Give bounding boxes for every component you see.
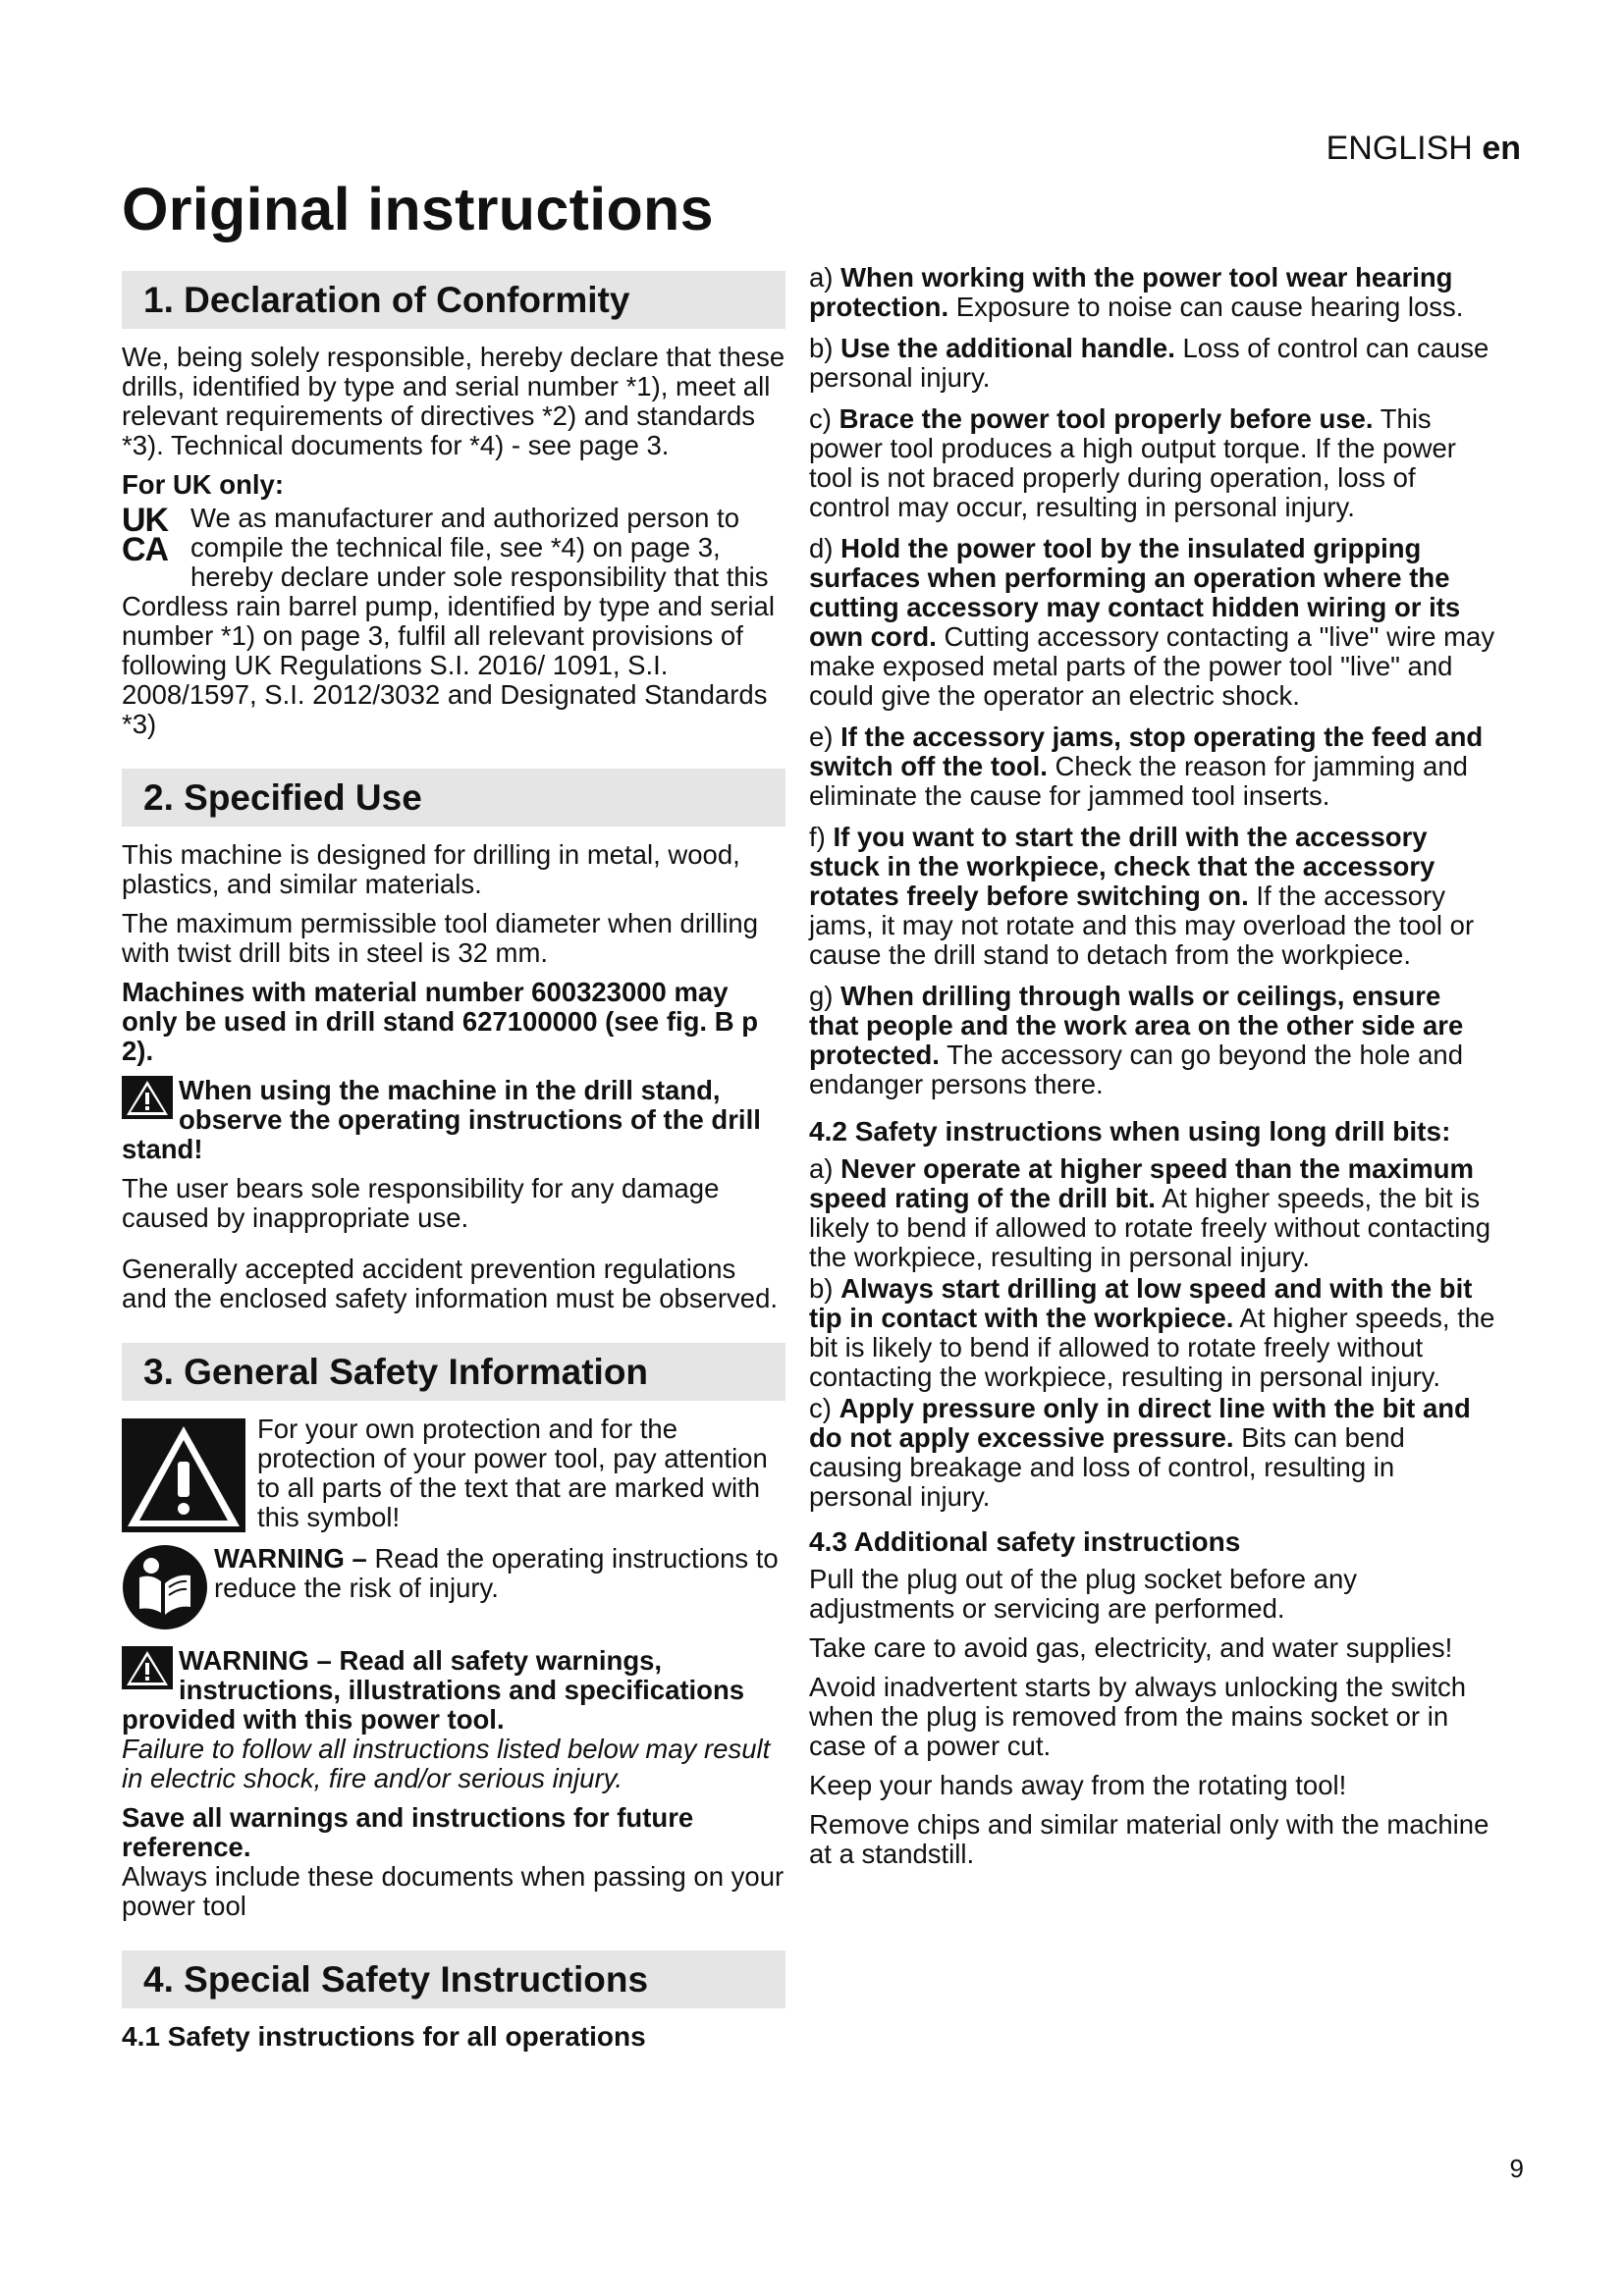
- warning-triangle-icon: [122, 1418, 245, 1532]
- specified-use-drill-stand: Machines with material number 600323000 may only be used in drill stand 627100000 (see fig. B p 2).: [122, 977, 758, 1066]
- right-column: [809, 263, 1496, 1879]
- additional-safety-item: Take care to avoid gas, electricity, and water supplies!: [809, 1632, 1453, 1663]
- section-heading-special-safety: 4. Special Safety Instructions: [122, 1950, 785, 2008]
- item-text: This power tool produces a high output torque. If the power tool is not braced properly during operation, loss of control may occur, resulting in personal injury.: [809, 403, 1456, 522]
- read-manual-warning: [122, 1544, 785, 1630]
- item-letter: f): [809, 822, 826, 852]
- page-number: 9: [1509, 2154, 1524, 2183]
- item-letter: b): [809, 333, 834, 363]
- ukca-mark-icon: [122, 502, 185, 568]
- item-bold-text: Always start drilling at low speed and with the bit tip in contact with the workpiece.: [809, 1273, 1473, 1333]
- item-text: Loss of control can cause personal injury.: [809, 333, 1489, 393]
- safety-item: [809, 263, 1496, 322]
- item-bold-text: Use the additional handle.: [840, 333, 1175, 363]
- subheading-4-1: 4.1 Safety instructions for all operations: [122, 2021, 646, 2052]
- specified-use-text-2: The maximum permissible tool diameter when drilling with twist drill bits in steel is 32 mm.: [122, 908, 759, 968]
- symbol-notice-text: For your own protection and for the protection of your power tool, pay attention to all parts of the text that are marked with this symbol!: [257, 1414, 768, 1532]
- additional-safety-item: Avoid inadvertent starts by always unlocking the switch when the plug is removed from the mains socket or in case of a power cut.: [809, 1672, 1466, 1761]
- additional-safety-item: Pull the plug out of the plug socket before any adjustments or servicing are performed.: [809, 1564, 1358, 1624]
- item-bold-text: When working with the power tool wear hearing protection.: [809, 262, 1453, 322]
- language-name: ENGLISH: [1326, 130, 1473, 167]
- read-manual-text: Read the operating instructions to reduce the risk of injury.: [214, 1543, 779, 1603]
- item-letter: c): [809, 1393, 832, 1423]
- language-code: en: [1482, 130, 1521, 167]
- safety-list-4-3: [809, 1565, 1496, 1869]
- specified-use-text-1: This machine is designed for drilling in metal, wood, plastics, and similar materials.: [122, 839, 740, 899]
- uk-only-heading: For UK only:: [122, 469, 284, 500]
- safety-item: [809, 1394, 1496, 1512]
- item-bold-text: Apply pressure only in direct line with the bit and do not apply excessive pressure.: [809, 1393, 1471, 1453]
- item-letter: d): [809, 533, 834, 563]
- warning-triangle-icon: [122, 1646, 173, 1689]
- read-manual-icon: [122, 1544, 208, 1630]
- safety-item: [809, 334, 1496, 393]
- save-instructions-bold: Save all warnings and instructions for future reference.: [122, 1802, 694, 1862]
- item-letter: a): [809, 1153, 834, 1184]
- subheading-4-3: 4.3 Additional safety instructions: [809, 1526, 1241, 1557]
- drill-stand-warning-text: When using the machine in the drill stand, observe the operating instructions of the drill stand!: [122, 1075, 761, 1164]
- item-bold-text: If you want to start the drill with the accessory stuck in the workpiece, check that the accessory rotates freely before switching on.: [809, 822, 1435, 911]
- safety-item: [809, 823, 1496, 970]
- item-text: At higher speeds, the bit is likely to bend if allowed to rotate freely without contacting the workpiece, resulting in personal injury.: [809, 1183, 1490, 1272]
- item-bold-text: If the accessory jams, stop operating the feed and switch off the tool.: [809, 721, 1484, 781]
- item-letter: a): [809, 262, 834, 293]
- item-text: At higher speeds, the bit is likely to bend if allowed to rotate freely without contacting the workpiece, resulting in personal injury.: [809, 1303, 1495, 1392]
- item-bold-text: Hold the power tool by the insulated gripping surfaces when performing an operation where the cutting accessory may contact hidden wiring or its own cord.: [809, 533, 1461, 652]
- additional-safety-item: Keep your hands away from the rotating tool!: [809, 1770, 1347, 1800]
- warning-triangle-icon: [122, 1076, 173, 1119]
- item-text: The accessory can go beyond the hole and endanger persons there.: [809, 1040, 1464, 1099]
- safety-item: [809, 982, 1496, 1099]
- safety-warnings-bold: WARNING – Read all safety warnings, instructions, illustrations and specifications provided with this power tool.: [122, 1645, 745, 1735]
- item-text: Bits can bend causing breakage and loss of control, resulting in personal injury.: [809, 1422, 1405, 1512]
- safety-warnings-italic: Failure to follow all instructions listed below may result in electric shock, fire and/or serious injury.: [122, 1734, 771, 1793]
- specified-use-text-5: The user bears sole responsibility for any damage caused by inappropriate use.: [122, 1173, 720, 1233]
- declaration-text: We, being solely responsible, hereby declare that these drills, identified by type and serial number *1), meet all relevant requirements of directives *2) and standards *3). Technical documents for *4) - see page 3.: [122, 342, 785, 460]
- safety-item: [809, 1274, 1496, 1392]
- item-letter: c): [809, 403, 832, 434]
- specified-use-text-6: Generally accepted accident prevention regulations and the enclosed safety information must be observed.: [122, 1254, 779, 1313]
- ukca-mark-top: UK: [122, 502, 169, 539]
- section-heading-specified-use: 2. Specified Use: [122, 769, 785, 827]
- item-text: Exposure to noise can cause hearing loss.: [955, 292, 1464, 322]
- safety-list-4-1: [809, 263, 1496, 1099]
- ukca-mark-bottom: CA: [122, 531, 169, 568]
- item-text: Check the reason for jamming and eliminate the cause for jammed tool inserts.: [809, 751, 1468, 811]
- item-bold-text: When drilling through walls or ceilings, ensure that people and the work area on the other side are protected.: [809, 981, 1464, 1070]
- section-heading-general-safety: 3. General Safety Information: [122, 1343, 785, 1401]
- subheading-4-2: 4.2 Safety instructions when using long drill bits:: [809, 1116, 1451, 1147]
- additional-safety-item: Remove chips and similar material only with the machine at a standstill.: [809, 1809, 1489, 1869]
- safety-item: [809, 1154, 1496, 1272]
- item-letter: e): [809, 721, 834, 752]
- uk-declaration-text: We as manufacturer and authorized person to compile the technical file, see *4) on page 3, hereby declare under sole responsibility that this Cordless rain barrel pump, identified by type and serial number *1) on page 3, fulfil all relevant provisions of following UK Regulations S.I. 2016/ 1091, S.I. 2008/1597, S.I. 2012/3032 and Designated Standards *3): [122, 503, 775, 739]
- item-letter: b): [809, 1273, 834, 1304]
- warning-label: WARNING –: [214, 1543, 367, 1574]
- safety-item: [809, 722, 1496, 811]
- uk-declaration: [122, 504, 785, 739]
- section-heading-declaration: 1. Declaration of Conformity: [122, 271, 785, 329]
- page-title: Original instructions: [122, 176, 714, 242]
- language-label: [1326, 130, 1521, 168]
- item-bold-text: Never operate at higher speed than the maximum speed rating of the drill bit.: [809, 1153, 1475, 1213]
- save-instructions-text: Always include these documents when passing on your power tool: [122, 1861, 785, 1921]
- drill-stand-warning: [122, 1076, 785, 1164]
- item-text: Cutting accessory contacting a "live" wire may make exposed metal parts of the power tool "live" and could give the operator an electric shock.: [809, 621, 1495, 711]
- safety-item: [809, 404, 1496, 522]
- item-bold-text: Brace the power tool properly before use.: [839, 403, 1374, 434]
- safety-list-4-2: [809, 1154, 1496, 1512]
- item-letter: g): [809, 981, 834, 1011]
- item-text: If the accessory jams, it may not rotate and this may overload the tool or cause the drill stand to detach from the workpiece.: [809, 881, 1475, 970]
- left-column: [122, 265, 785, 2059]
- safety-warnings-notice: [122, 1646, 785, 1793]
- symbol-notice: [122, 1415, 785, 1542]
- safety-item: [809, 534, 1496, 711]
